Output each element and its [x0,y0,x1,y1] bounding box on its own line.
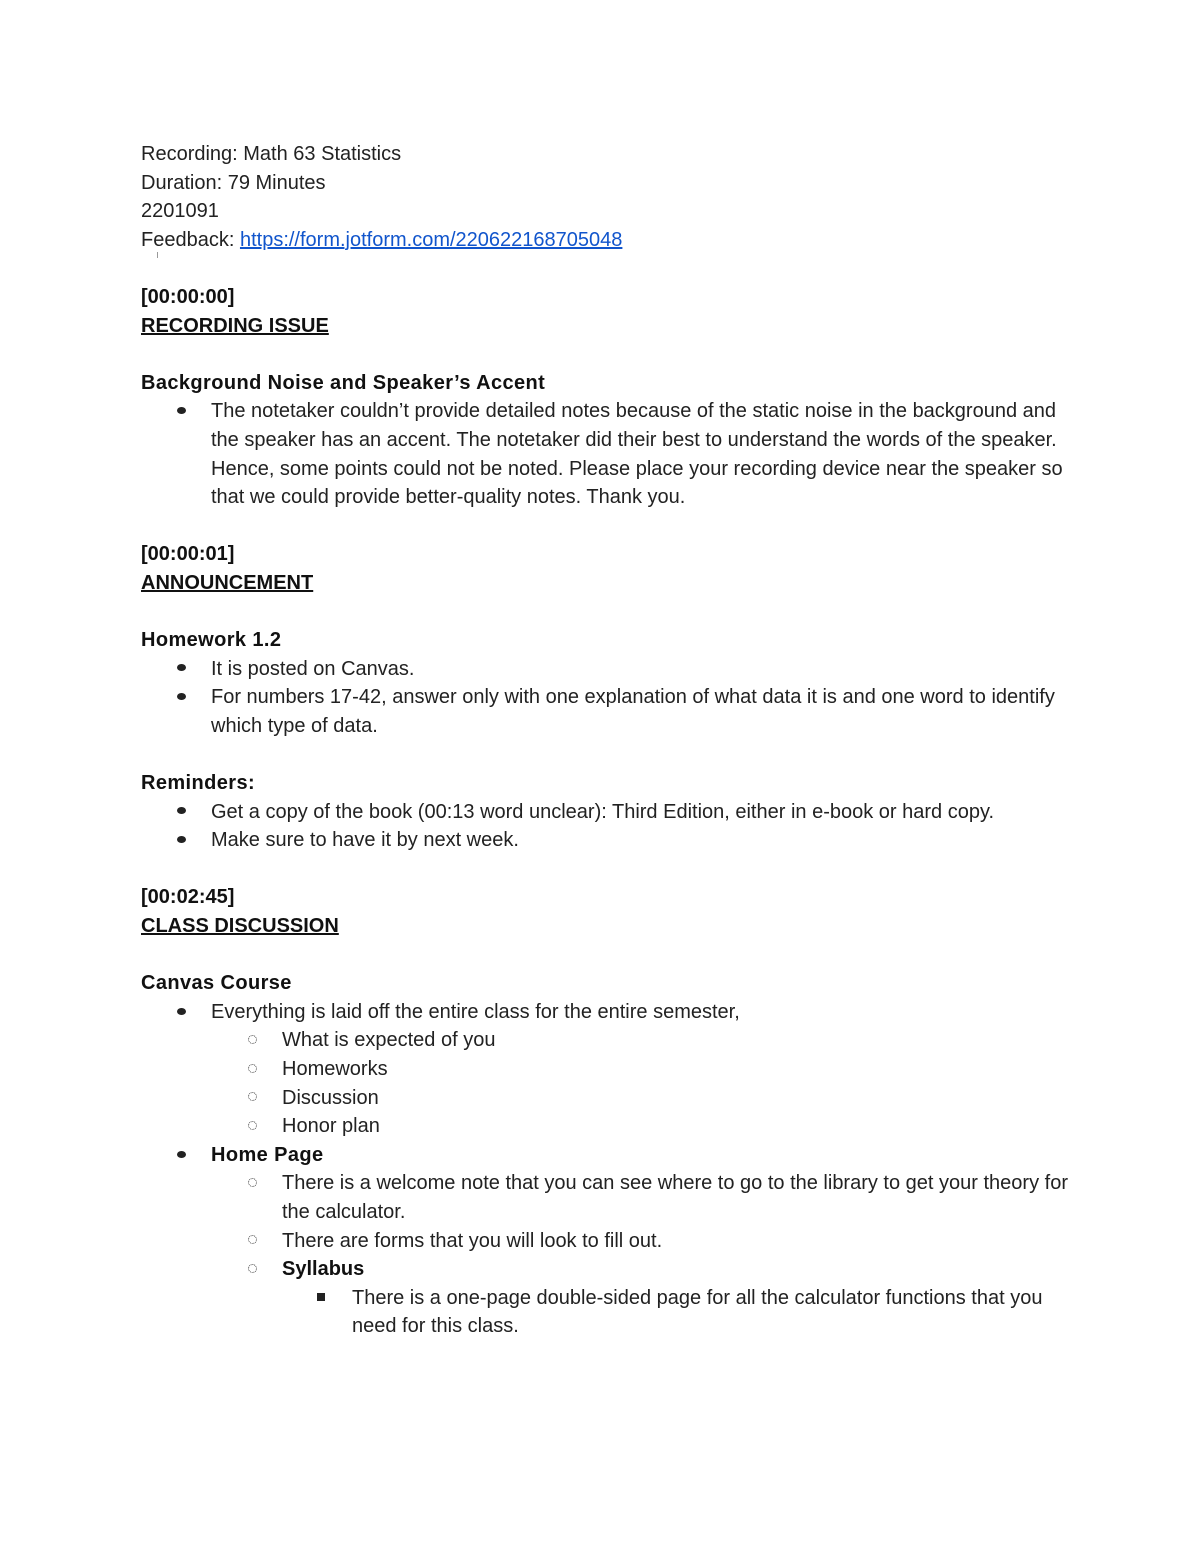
timestamp: [00:00:00] [141,285,235,308]
hollow-bullet-icon [248,1255,257,1284]
list-item [141,1169,1071,1226]
list-item-text: It is posted on Canvas. [211,657,415,680]
list-item-text: Everything is laid off the entire class for the entire semester, [211,1000,740,1023]
list-item-text: There are forms that you will look to fill out. [282,1229,663,1252]
list-item-text: Syllabus [282,1258,365,1281]
list-item-text: Honor plan [282,1115,380,1138]
list-item-text: There is a one-page double-sided page for all the calculator functions that you need for this class. [352,1286,1043,1338]
list-item [141,1255,1071,1284]
list-item-text: What is expected of you [282,1029,496,1052]
bullet-icon [177,826,186,855]
hollow-bullet-icon [248,1169,257,1198]
list-item [141,998,1071,1027]
spacer [141,941,1071,970]
list-item [141,1141,1071,1170]
list-item [141,1284,1071,1341]
spacer [141,598,1071,627]
spacer [141,340,1071,369]
hollow-bullet-icon [248,1055,257,1084]
list-item [141,1084,1071,1113]
spacer [141,254,1071,283]
bullet-icon [177,397,186,426]
list-item [141,826,1071,855]
bullet-list [141,397,1071,511]
section-heading: RECORDING ISSUE [141,314,329,337]
list-item-text: Homeworks [282,1058,388,1080]
timestamp: [00:00:01] [141,543,235,566]
list-item-text: Get a copy of the book (00:13 word unclear): Third Edition, either in e-book or hard copy. [211,800,995,823]
bullet-icon [177,683,186,712]
document-page [141,140,1071,1341]
section-heading: ANNOUNCEMENT [141,571,314,594]
recording-id: 2201091 [141,200,219,223]
list-item [141,655,1071,684]
bullet-icon [177,798,186,827]
recording-title: Recording: Math 63 Statistics [141,143,402,165]
list-item-text: Make sure to have it by next week. [211,829,519,852]
recording-duration: Duration: 79 Minutes [141,171,326,194]
square-bullet-icon [317,1284,325,1313]
list-item-text: There is a welcome note that you can see where to go to the library to get your theory for the calculator. [282,1172,1068,1223]
hollow-bullet-icon [248,1084,257,1113]
spacer [141,855,1071,884]
list-item-text: Home Page [211,1143,324,1166]
list-item [141,798,1071,827]
list-item [141,1227,1071,1256]
spacer [141,512,1071,541]
hollow-bullet-icon [248,1026,257,1055]
list-item [141,1026,1071,1055]
list-item-text: For numbers 17-42, answer only with one explanation of what data it is and one word to identify which type of data. [211,686,1055,737]
list-item [141,1112,1071,1141]
hollow-bullet-icon [248,1112,257,1141]
subheading: Background Noise and Speaker’s Accent [141,371,546,394]
list-item [141,683,1071,740]
subheading: Canvas Course [141,972,292,995]
feedback-link[interactable]: https://form.jotform.com/220622168705048 [239,228,623,251]
hollow-bullet-icon [248,1227,257,1256]
bullet-icon [177,998,186,1027]
bullet-icon [177,655,186,684]
feedback-line [141,226,1071,255]
cursor-mark [157,252,158,258]
bullet-list [141,798,1071,855]
section-heading: CLASS DISCUSSION [141,915,339,938]
subheading: Reminders: [141,772,256,795]
list-item-text: Discussion [282,1086,379,1109]
spacer [141,740,1071,769]
bullet-list [141,998,1071,1341]
bullet-icon [177,1141,186,1170]
timestamp: [00:02:45] [141,886,235,909]
subheading: Homework 1.2 [141,629,282,652]
list-item [141,1055,1071,1084]
list-item-text: The notetaker couldn’t provide detailed notes because of the static noise in the background and the speaker has an accent. The notetaker did their best to understand the words of the speaker. Hence, some points could not be noted. Please place your recording device near the speaker so that we could provide better-quality notes. Thank you. [211,400,1063,509]
feedback-label: Feedback: [141,228,240,251]
list-item [141,397,1071,511]
bullet-list [141,655,1071,741]
